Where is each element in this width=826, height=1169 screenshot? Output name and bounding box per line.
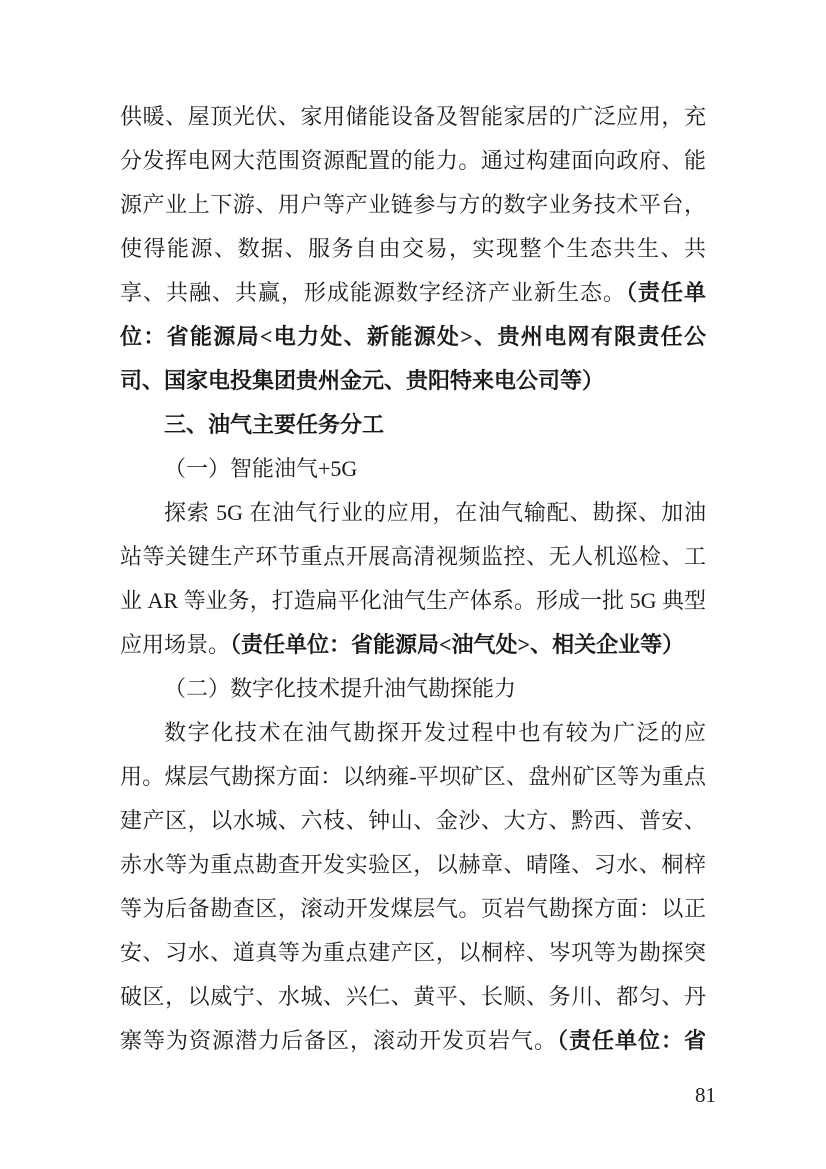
body-text-run: 数字化技术在油气勘探开发过程中也有较为广泛的应用。煤层气勘探方面：以纳雍-平坝矿区、盘州矿区等为重点建产区，以水城、六枝、钟山、金沙、大方、黔西、普安、赤水等为重点勘查开发实验区，以赫章、晴隆、习水、桐梓等为后备勘查区，滚动开发煤层气。页岩气勘探方面：以正安、习水、道真等为重点建产区，以桐梓、岑巩等为勘探突破区，以威宁、水城、兴仁、黄平、长顺、务川、都匀、丹寨等为资源潜力后备区，滚动开发页岩气。 (120, 720, 706, 1053)
document-body (120, 95, 706, 1063)
responsibility-clause: （责任单位：省 (556, 1028, 706, 1053)
paragraph-5g-oilgas (120, 491, 706, 667)
responsibility-clause: （责任单位：省能源局<油气处>、相关企业等） (230, 632, 685, 657)
paragraph-power-ecosystem (120, 95, 706, 403)
body-text-run: 供暖、屋顶光伏、家用储能设备及智能家居的广泛应用，充分发挥电网大范围资源配置的能力。通过构建面向政府、能源产业上下游、用户等产业链参与方的数字业务技术平台，使得能源、数据、服务自由交易，实现整个生态共生、共享、共融、共赢，形成能源数字经济产业新生态。 (120, 104, 706, 305)
page-number: 81 (695, 1083, 716, 1107)
responsibility-clause: （责任单位：省能源局<电力处、新能源处>、贵州电网有限责任公司、国家电投集团贵州金元、贵阳特来电公司等） (120, 280, 706, 393)
section-heading-oil-gas-tasks: 三、油气主要任务分工 (164, 412, 385, 437)
paragraph-exploration-regions (120, 711, 706, 1063)
subsection-heading-smart-oilgas-5g: （一）智能油气+5G (164, 456, 358, 481)
subsection-heading-digital-exploration: （二）数字化技术提升油气勘探能力 (164, 676, 517, 701)
body-text-run: 探索 5G 在油气行业的应用，在油气输配、勘探、加油站等关键生产环节重点开展高清视频监控、无人机巡检、工业 AR 等业务，打造扁平化油气生产体系。形成一批 5G 典型应用场景。 (120, 500, 706, 657)
